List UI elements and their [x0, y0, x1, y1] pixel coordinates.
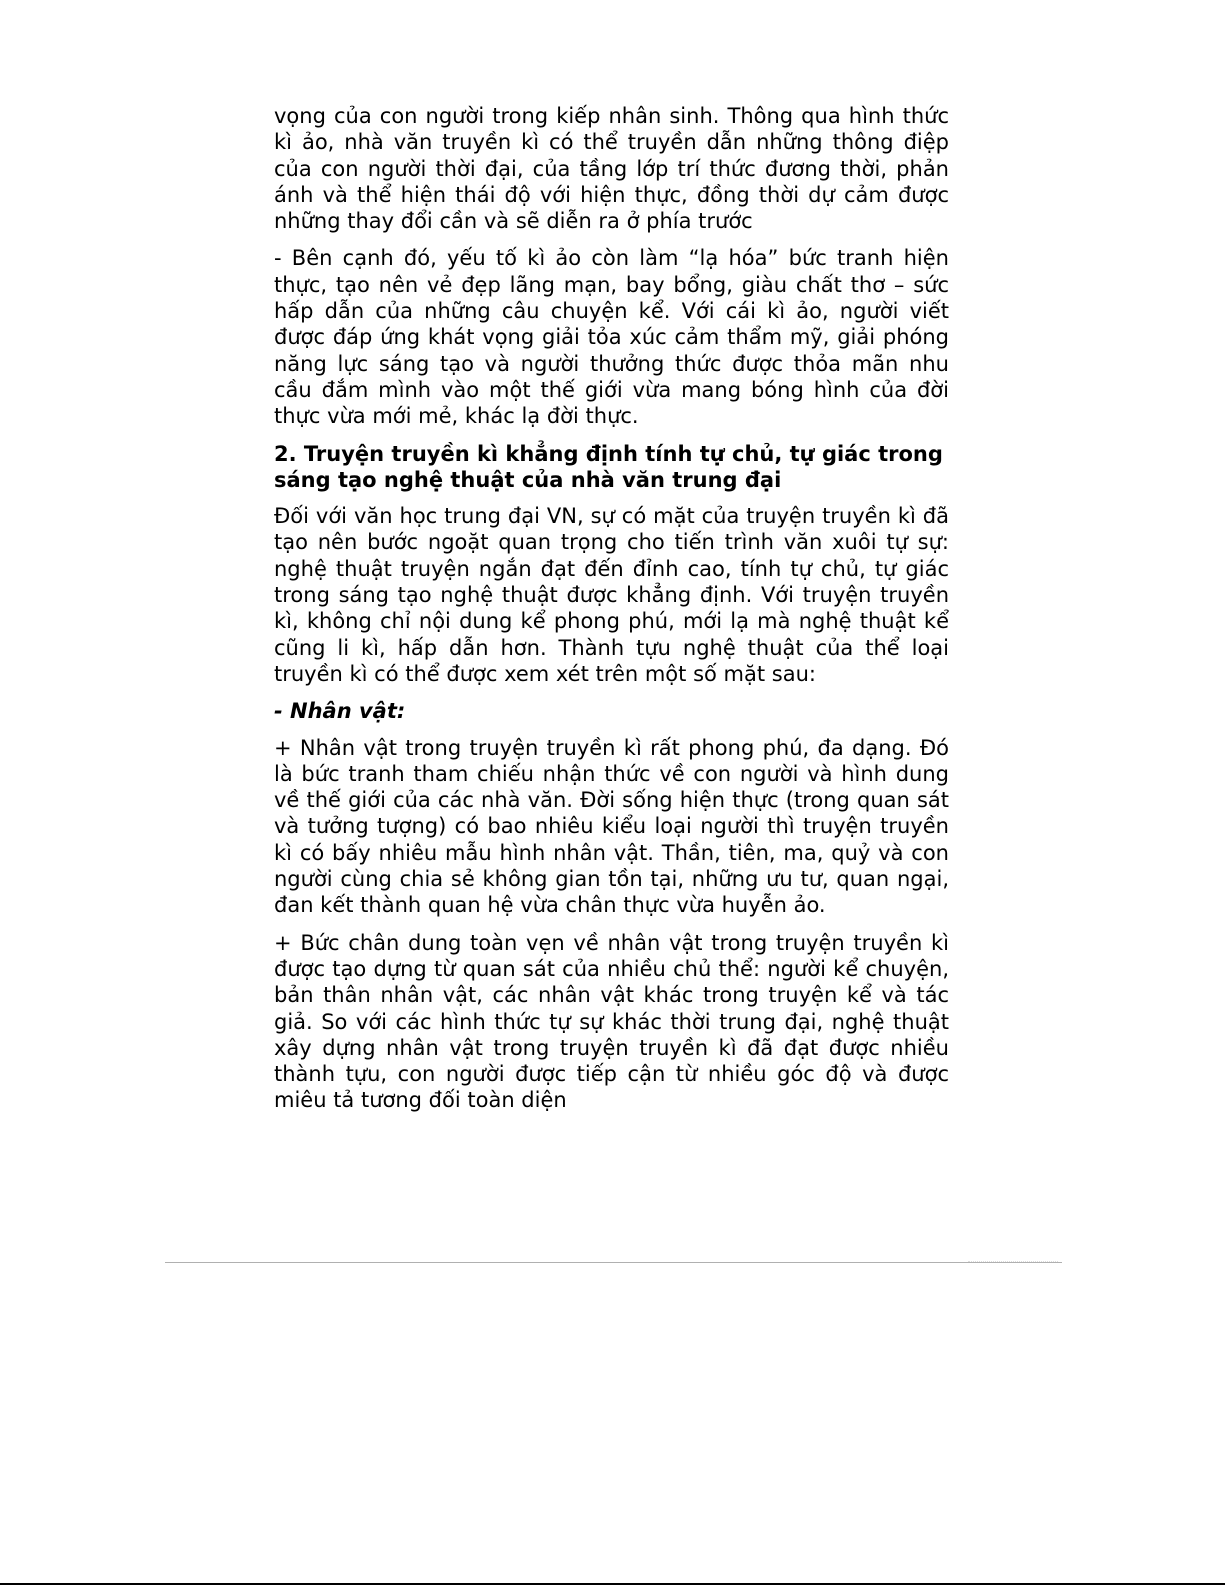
paragraph-la-hoa: - Bên cạnh đó, yếu tố kì ảo còn làm “lạ hóa” bức tranh hiện thực, tạo nên vẻ đẹp lãng mạn, bay bổng, giàu chất thơ – sức hấp dẫn của những câu chuyện kể. Với cái kì ảo, người viết được đáp ứng khát vọng giải tỏa xúc cảm thẩm mỹ, giải phóng năng lực sáng tạo và người thưởng thức được thỏa mãn nhu cầu đắm mình vào một thế giới vừa mang bóng hình của đời thực vừa mới mẻ, khác lạ đời thực.	[274, 246, 949, 429]
footer-mark	[968, 1255, 1058, 1262]
section-heading: 2. Truyện truyền kì khẳng định tính tự chủ, tự giác trong sáng tạo nghệ thuật của nhà văn trung đại	[274, 441, 943, 492]
paragraph-van-hoc-trung-dai: Đối với văn học trung đại VN, sự có mặt của truyện truyền kì đã tạo nên bước ngoặt quan trọng cho tiến trình văn xuôi tự sự: nghệ thuật truyện ngắn đạt đến đỉnh cao, tính tự chủ, tự giác trong sáng tạo nghệ thuật được khẳng định. Với truyện truyền kì, không chỉ nội dung kể phong phú, mới lạ mà nghệ thuật kể cũng li kì, hấp dẫn hơn. Thành tựu nghệ thuật của thể loại truyền kì có thể được xem xét trên một số mặt sau:	[274, 504, 949, 686]
document-body	[274, 103, 949, 1125]
paragraph-kiep-nhan-sinh: vọng của con người trong kiếp nhân sinh. Thông qua hình thức kì ảo, nhà văn truyền kì có thể truyền dẫn những thông điệp của con người thời đại, của tầng lớp trí thức đương thời, phản ánh và thể hiện thái độ với hiện thực, đồng thời dự cảm được những thay đổi cần và sẽ diễn ra ở phía trước	[274, 104, 949, 234]
footer-divider	[165, 1262, 1062, 1263]
paragraph-chan-dung-toan-ven: + Bức chân dung toàn vẹn về nhân vật trong truyện truyền kì được tạo dựng từ quan sát của nhiều chủ thể: người kể chuyện, bản thân nhân vật, các nhân vật khác trong truyện kể và tác giả. So với các hình thức tự sự khác thời trung đại, nghệ thuật xây dựng nhân vật trong truyện truyền kì đã đạt được nhiều thành tựu, con người được tiếp cận từ nhiều góc độ và được miêu tả tương đối toàn diện	[274, 930, 949, 1113]
sub-heading-nhan-vat: - Nhân vật:	[274, 699, 406, 724]
paragraph-nhan-vat-phong-phu: + Nhân vật trong truyện truyền kì rất phong phú, đa dạng. Đó là bức tranh tham chiếu nhận thức về con người và hình dung về thế giới của các nhà văn. Đời sống hiện thực (trong quan sát và tưởng tượng) có bao nhiêu kiểu loại người thì truyện truyền kì có bấy nhiêu mẫu hình nhân vật. Thần, tiên, ma, quỷ và con người cùng chia sẻ không gian tồn tại, những ưu tư, quan ngại, đan kết thành quan hệ vừa chân thực vừa huyễn ảo.	[274, 735, 949, 918]
